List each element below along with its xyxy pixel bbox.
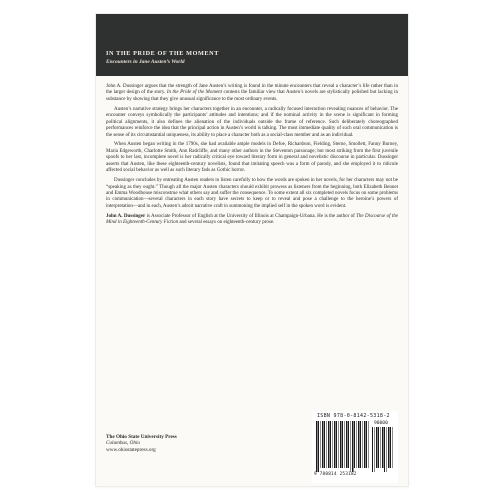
isbn-label: ISBN 978-0-8142-5318-2 (317, 413, 390, 419)
author-bio (106, 214, 398, 227)
barcode-bar (352, 421, 354, 472)
barcode-bar (372, 427, 373, 472)
barcode-bar (348, 421, 349, 468)
barcode-bar (351, 421, 352, 472)
book-title-ref: In the Pride of the Moment (166, 90, 223, 96)
barcode-bar (357, 421, 358, 468)
barcode-bar (390, 427, 391, 468)
barcode-bar (336, 421, 337, 468)
text-span: contests the familiar view that Austen’s novels are stylistically polished but lacking in substance by showing that they give unusual significance to the most ordinary events. (106, 90, 398, 102)
description-text (106, 84, 398, 230)
description-paragraph-2: Austen’s narrative strategy brings her characters together in an encounter, a radically focused interaction revealing nuances of behavior. The encounter conveys symbolically the participants’ attitudes and intentions; and if the nominal activity in the scene is significant in forming political alignments, it also defines the alienation of the individuals outside the frame of reference. Such deliberately choreographed performances reinforce the idea that the principal action in Austen’s world is talking. The most immediate quality of such oral communication is the sense of its circumstantial uniqueness, its ability to place a character both as a social-class member and as an individual. (106, 106, 398, 138)
publisher-block (106, 434, 177, 453)
publisher-city: Columbus, Ohio (106, 440, 141, 447)
barcode-bar (393, 427, 394, 468)
barcode-bar (327, 421, 328, 468)
barcode-digits: 9 780814 253182 (314, 472, 357, 477)
barcode-panel (312, 411, 398, 483)
description-paragraph-1 (106, 84, 398, 103)
barcode-bar (321, 421, 322, 468)
barcode-bar (381, 427, 382, 468)
barcode-bar (363, 421, 364, 468)
barcode-bar (318, 421, 319, 472)
barcode-bar (360, 421, 361, 468)
barcode-bar (358, 421, 360, 468)
header-band (96, 14, 408, 76)
ean-barcode (316, 421, 370, 472)
barcode-bar (333, 421, 334, 468)
barcode-bar (328, 421, 330, 468)
addon-barcode (372, 427, 394, 472)
barcode-bar (382, 427, 384, 468)
barcode-bar (346, 421, 348, 468)
barcode-bar (364, 421, 366, 468)
barcode-bar (330, 421, 331, 468)
book-subtitle: Encounters in Jane Austen’s World (106, 59, 185, 65)
barcode-bar (342, 421, 343, 468)
barcode-bar (387, 427, 388, 472)
author-book-title: The Discourse of the Mind in Eighteenth-Century Fiction (106, 213, 398, 226)
barcode-bar (339, 421, 340, 468)
text-span: is Associate Professor of English at the University of Illinois at Champaign-Urbana. He is the author of (145, 213, 357, 219)
book-title: IN THE PRIDE OF THE MOMENT (106, 50, 219, 57)
back-cover (96, 14, 408, 486)
barcode-bar (376, 427, 378, 468)
barcode-bar (366, 421, 367, 468)
barcode-bar (384, 427, 385, 472)
barcode-bar (334, 421, 336, 468)
barcode-bar (316, 421, 318, 472)
addon-code: 90000 (374, 421, 388, 426)
publisher-name: The Ohio State University Press (106, 434, 177, 440)
publisher-url: www.ohiostatepress.org (106, 446, 156, 453)
barcode-bar (340, 421, 342, 468)
description-paragraph-4: Dussinger concludes by entreating Austen readers to listen carefully to how the words are spoken in her novels, for her characters may not be “speaking as they ought.” Though all the major Austen characters should exhibit prowess as listeners from the beginning, both Elizabeth Bennet and Emma Woodhouse misconstrue what others say and suffer the consequence. To some extent all six completed novels focus on some problems in communication—several characters in each story have secrets to keep or to reveal and pose a challenge to the heroine’s powers of interpretation—and in each, Austen’s adroit narrative craft in summoning the implied self in the spoken word is evident. (106, 178, 398, 209)
description-paragraph-3: When Austen began writing in the 1790s, she had available ample models in Defoe, Richardson, Fielding, Sterne, Smollett, Fanny Burney, Maria Edgeworth, Charlotte Smith, Ann Radcliffe, and many other authors in the Steventon parsonage; but most striking from the first juvenile spoofs to her last, incomplete novel is her radically critical eye toward literary form in general and novelistic discourse in particular. Dussinger asserts that Austen, like these eighteenth-century novelists, found that imitating speech was a form of parody, and she employed it to ridicule affected social behavior as well as such literary fads as Gothic horror. (106, 142, 398, 174)
author-name: John A. Dussinger (106, 213, 146, 219)
text-span: and several essays on eighteenth-century prose. (178, 220, 275, 226)
barcode-bar (378, 427, 379, 468)
barcode-bar (375, 427, 376, 472)
barcode-bar (324, 421, 325, 468)
barcode-bar (388, 427, 390, 468)
barcode-bar (322, 421, 324, 468)
barcode-bar (354, 421, 355, 468)
barcode-bar (345, 421, 346, 468)
barcode-bar (369, 421, 370, 468)
text-span: John A. Dussinger argues that the strength of Jane Austen’s writing is found in the minute encounters that reveal a character’s life rather than in the larger design of the story. (106, 84, 398, 96)
